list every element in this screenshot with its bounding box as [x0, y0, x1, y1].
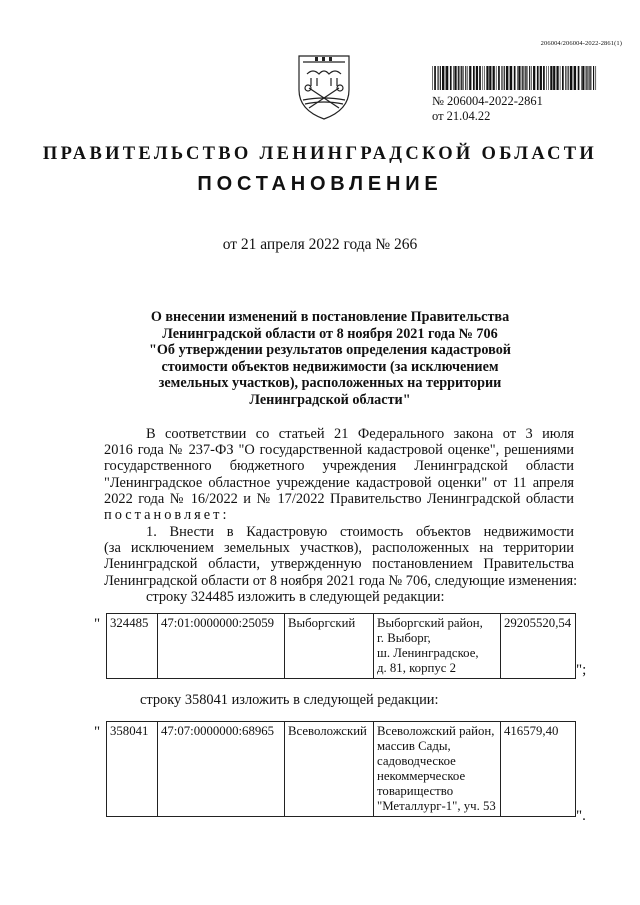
- district-cell: Всеволожский: [285, 722, 374, 817]
- cadastral-number-cell: 47:07:0000000:68965: [158, 722, 285, 817]
- row-2-close-quote: ".: [576, 808, 586, 824]
- government-title: ПРАВИТЕЛЬСТВО ЛЕНИНГРАДСКОЙ ОБЛАСТИ: [42, 144, 598, 164]
- row-number-cell: 358041: [107, 722, 158, 817]
- title-line: Ленинградской области от 8 ноября 2021 года № 706: [162, 325, 498, 342]
- cadastral-number-cell: 47:01:0000000:25059: [158, 614, 285, 679]
- title-line: земельных участков), расположенных на территории: [158, 375, 502, 392]
- address-line: массив Сады,: [377, 739, 451, 753]
- row-1-open-quote: ": [94, 616, 101, 632]
- coat-of-arms-emblem: [293, 52, 355, 122]
- table-row: [107, 614, 576, 679]
- title-line: О внесении изменений в постановление Правительства: [150, 309, 510, 325]
- address-line: д. 81, корпус 2: [377, 661, 456, 675]
- body-line: (за исключением земельных участков), расположенных на территории: [104, 540, 574, 557]
- body-line: Ленинградской области, утвержденную постановлением Правительства: [104, 556, 574, 573]
- body-paragraph-2: [104, 524, 578, 605]
- address-line: ш. Ленинградское,: [377, 646, 479, 660]
- row-2-table: [106, 721, 576, 817]
- address-line: некоммерческое: [377, 769, 466, 783]
- decree-date-number: от 21 апреля 2022 года № 266: [222, 236, 418, 253]
- registration-number-block: [432, 94, 543, 124]
- body-line: 2016 года № 237-ФЗ "О государственной кадастровой оценке", решениями: [104, 442, 574, 459]
- address-line: садоводческое: [377, 754, 456, 768]
- document-type: ПОСТАНОВЛЕНИЕ: [197, 173, 443, 195]
- row-number-cell: 324485: [107, 614, 158, 679]
- address-line: Всеволожский район,: [377, 724, 495, 738]
- decree-title: [120, 309, 540, 409]
- title-line: "Об утверждении результатов определения кадастровой: [149, 342, 511, 359]
- row-1-intro: строку 324485 изложить в следующей редакции:: [146, 588, 445, 605]
- body-paragraph-1: [104, 426, 574, 523]
- registration-date: от 21.04.22: [432, 109, 491, 123]
- body-line: государственного бюджетного учреждения Ленинградской области: [104, 458, 574, 475]
- address-line: товарищество: [377, 784, 454, 798]
- table-row: [107, 722, 576, 817]
- title-line: Ленинградской области": [249, 391, 411, 408]
- body-line: 1. Внести в Кадастровую стоимость объектов недвижимости: [146, 524, 574, 540]
- address-line: Выборгский район,: [377, 616, 483, 630]
- title-line: стоимости объектов недвижимости (за исключением: [161, 358, 499, 375]
- row-2-intro: строку 358041 изложить в следующей редакции:: [140, 692, 439, 708]
- row-1-close-quote: ";: [576, 662, 587, 678]
- body-line: "Ленинградское областное учреждение кадастровой оценки" от 11 апреля: [104, 474, 574, 491]
- address-line: "Металлург-1", уч. 53: [377, 799, 496, 813]
- body-line: В соответствии со статьей 21 Федерального закона от 3 июля: [146, 426, 574, 442]
- body-line-operative: постановляет:: [104, 507, 230, 524]
- address-line: г. Выборг,: [377, 631, 431, 645]
- body-line: Ленинградской области от 8 ноября 2021 года № 706, следующие изменения:: [104, 572, 578, 589]
- row-1-table: [106, 613, 576, 679]
- registration-number: № 206004-2022-2861: [432, 94, 543, 108]
- address-cell: [374, 614, 501, 679]
- row-2-open-quote: ": [94, 724, 101, 740]
- cadastral-value-cell: 416579,40: [501, 722, 576, 817]
- body-line: 2022 года № 16/2022 и № 17/2022 Правительство Ленинградской области: [104, 490, 574, 507]
- address-cell: [374, 722, 501, 817]
- district-cell: Выборгский: [285, 614, 374, 679]
- cadastral-value-cell: 29205520,54: [501, 614, 576, 679]
- registration-stamp: 206004/206004-2022-2861(1): [540, 40, 622, 47]
- barcode-graphic: [432, 66, 597, 90]
